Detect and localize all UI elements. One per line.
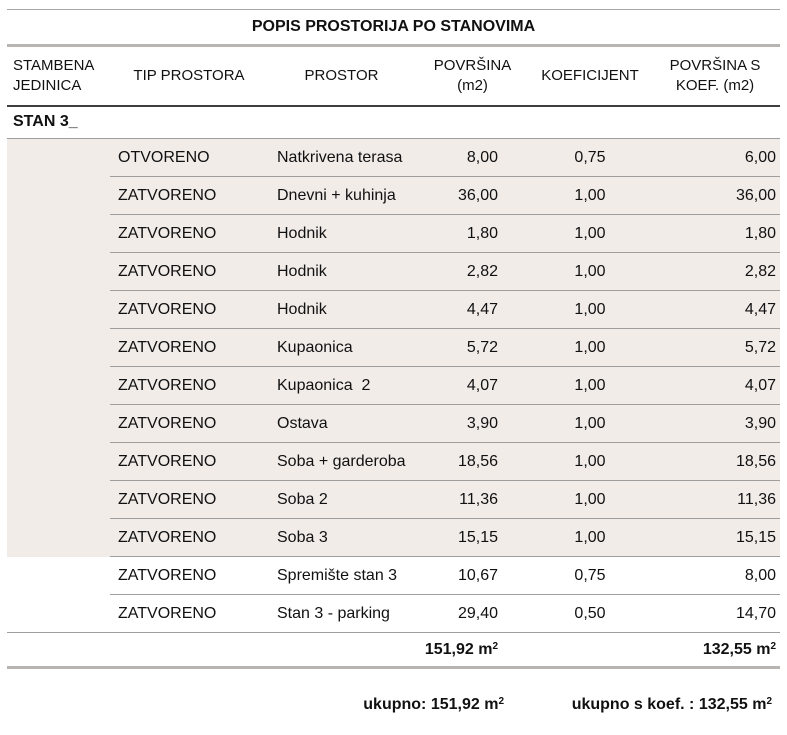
cell-povrsina: 5,72 [415, 329, 530, 367]
column-header-row [7, 46, 780, 106]
table-row [7, 139, 780, 177]
document-page [0, 9, 787, 735]
title-row [7, 10, 780, 46]
cell-koeficijent: 1,00 [530, 177, 650, 215]
stambena-jedinica-empty [7, 557, 110, 595]
cell-koeficijent: 0,50 [530, 595, 650, 633]
table-row [7, 177, 780, 215]
cell-povrsina-s-koef: 14,70 [650, 595, 780, 633]
stambena-jedinica-block [7, 139, 110, 557]
cell-povrsina: 3,90 [415, 405, 530, 443]
cell-povrsina: 18,56 [415, 443, 530, 481]
cell-povrsina-s-koef: 2,82 [650, 253, 780, 291]
cell-povrsina: 4,07 [415, 367, 530, 405]
summary-footer [0, 696, 787, 722]
cell-koeficijent: 1,00 [530, 253, 650, 291]
col-header-tip-prostora: TIP PROSTORA [110, 46, 268, 106]
cell-povrsina: 11,36 [415, 481, 530, 519]
col-header-koeficijent: KOEFICIJENT [530, 46, 650, 106]
cell-povrsina-s-koef: 6,00 [650, 139, 780, 177]
cell-prostor: Hodnik [268, 215, 415, 253]
section-row-stan-3 [7, 106, 780, 139]
cell-povrsina: 8,00 [415, 139, 530, 177]
cell-prostor: Soba + garderoba [268, 443, 415, 481]
cell-koeficijent: 0,75 [530, 139, 650, 177]
table-row [7, 405, 780, 443]
cell-tip-prostora: ZATVORENO [110, 595, 268, 633]
totals-row [7, 633, 780, 668]
cell-tip-prostora: ZATVORENO [110, 557, 268, 595]
total-povrsina: 151,92 $m^2$ [415, 633, 530, 668]
cell-povrsina-s-koef: 4,47 [650, 291, 780, 329]
cell-prostor: Stan 3 - parking [268, 595, 415, 633]
cell-koeficijent: 1,00 [530, 215, 650, 253]
cell-prostor: Soba 2 [268, 481, 415, 519]
cell-povrsina-s-koef: 36,00 [650, 177, 780, 215]
cell-povrsina-s-koef: 5,72 [650, 329, 780, 367]
table-row [7, 519, 780, 557]
cell-povrsina-s-koef: 8,00 [650, 557, 780, 595]
cell-povrsina-s-koef: 3,90 [650, 405, 780, 443]
col-header-povrsina: POVRŠINA (m2) [415, 46, 530, 106]
cell-povrsina: 2,82 [415, 253, 530, 291]
total-povrsina-s-koef: 132,55 $m^2$ [650, 633, 780, 668]
cell-prostor: Hodnik [268, 253, 415, 291]
cell-tip-prostora: ZATVORENO [110, 367, 268, 405]
cell-povrsina: 1,80 [415, 215, 530, 253]
cell-tip-prostora: ZATVORENO [110, 481, 268, 519]
cell-prostor: Soba 3 [268, 519, 415, 557]
room-list-table [7, 9, 780, 669]
cell-koeficijent: 1,00 [530, 443, 650, 481]
cell-povrsina: 10,67 [415, 557, 530, 595]
cell-tip-prostora: ZATVORENO [110, 443, 268, 481]
cell-povrsina: 36,00 [415, 177, 530, 215]
cell-prostor: Hodnik [268, 291, 415, 329]
cell-prostor: Kupaonica 2 [268, 367, 415, 405]
table-row [7, 253, 780, 291]
cell-prostor: Ostava [268, 405, 415, 443]
cell-povrsina: 29,40 [415, 595, 530, 633]
table-row [7, 443, 780, 481]
cell-koeficijent: 1,00 [530, 519, 650, 557]
cell-koeficijent: 0,75 [530, 557, 650, 595]
cell-koeficijent: 1,00 [530, 367, 650, 405]
cell-povrsina-s-koef: 11,36 [650, 481, 780, 519]
col-header-prostor: PROSTOR [268, 46, 415, 106]
table-row [7, 291, 780, 329]
cell-prostor: Dnevni + kuhinja [268, 177, 415, 215]
table-row [7, 367, 780, 405]
cell-tip-prostora: ZATVORENO [110, 177, 268, 215]
cell-povrsina-s-koef: 1,80 [650, 215, 780, 253]
cell-povrsina: 15,15 [415, 519, 530, 557]
cell-tip-prostora: ZATVORENO [110, 519, 268, 557]
cell-tip-prostora: ZATVORENO [110, 215, 268, 253]
cell-povrsina-s-koef: 15,15 [650, 519, 780, 557]
table-row [7, 595, 780, 633]
cell-prostor: Natkrivena terasa [268, 139, 415, 177]
table-title: POPIS PROSTORIJA PO STANOVIMA [7, 10, 780, 46]
cell-povrsina-s-koef: 18,56 [650, 443, 780, 481]
table-row [7, 557, 780, 595]
stambena-jedinica-empty [7, 595, 110, 633]
cell-povrsina-s-koef: 4,07 [650, 367, 780, 405]
table-row [7, 215, 780, 253]
col-header-stambena-jedinica: STAMBENA JEDINICA [7, 46, 110, 106]
cell-tip-prostora: ZATVORENO [110, 329, 268, 367]
col-header-povrsina-s-koef: POVRŠINA S KOEF. (m2) [650, 46, 780, 106]
table-row [7, 329, 780, 367]
cell-tip-prostora: ZATVORENO [110, 291, 268, 329]
cell-koeficijent: 1,00 [530, 481, 650, 519]
cell-koeficijent: 1,00 [530, 291, 650, 329]
cell-prostor: Spremište stan 3 [268, 557, 415, 595]
cell-tip-prostora: OTVORENO [110, 139, 268, 177]
cell-prostor: Kupaonica [268, 329, 415, 367]
cell-koeficijent: 1,00 [530, 329, 650, 367]
cell-tip-prostora: ZATVORENO [110, 405, 268, 443]
cell-povrsina: 4,47 [415, 291, 530, 329]
section-label: STAN 3_ [7, 106, 780, 139]
ukupno-s-koef-total: ukupno s koef. : 132,55 $m^2$ [571, 696, 772, 713]
cell-tip-prostora: ZATVORENO [110, 253, 268, 291]
ukupno-total: ukupno: 151,92 $m^2$ [363, 696, 504, 713]
table-row [7, 481, 780, 519]
cell-koeficijent: 1,00 [530, 405, 650, 443]
